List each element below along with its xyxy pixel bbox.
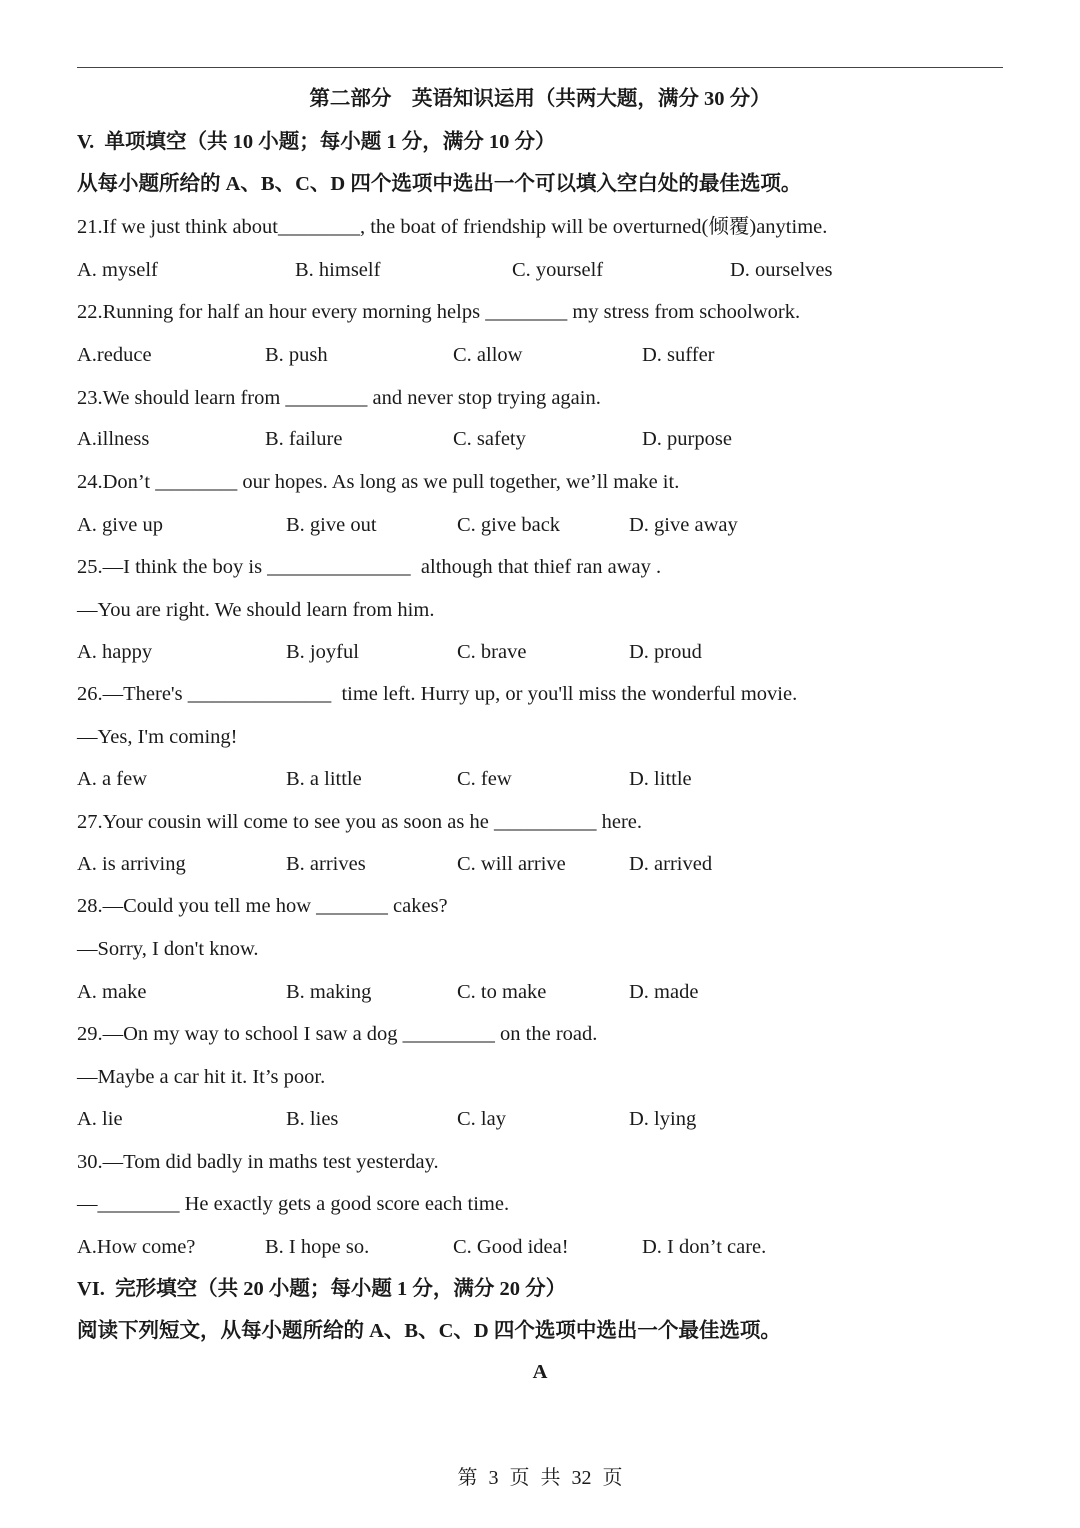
answer-option: C. will arrive xyxy=(457,853,566,875)
question-dialogue-line: —Yes, I'm coming! xyxy=(77,726,238,748)
question-stem: 30.—Tom did badly in maths test yesterday. xyxy=(77,1151,439,1173)
answer-option: C. lay xyxy=(457,1108,506,1130)
answer-option: D. arrived xyxy=(629,853,713,875)
answer-option: C. allow xyxy=(453,344,523,366)
answer-option: D. suffer xyxy=(642,344,715,366)
question-dialogue-line: —You are right. We should learn from him. xyxy=(77,599,435,621)
question-stem: 27.Your cousin will come to see you as soon as he __________ here. xyxy=(77,811,643,833)
answer-option: B. I hope so. xyxy=(265,1236,370,1258)
answer-option: B. arrives xyxy=(286,853,366,875)
question-dialogue-line: —________ He exactly gets a good score each time. xyxy=(77,1193,510,1215)
answer-option: D. purpose xyxy=(642,428,732,450)
answer-option: A. myself xyxy=(77,259,158,281)
question-stem: 21.If we just think about________, the boat of friendship will be overturned(倾覆)anytime. xyxy=(77,216,828,238)
answer-option: B. push xyxy=(265,344,328,366)
answer-option: C. Good idea! xyxy=(453,1236,569,1258)
answer-option: D. little xyxy=(629,768,692,790)
answer-option: C. yourself xyxy=(512,259,604,281)
answer-option: A. give up xyxy=(77,514,163,536)
answer-option: D. lying xyxy=(629,1108,697,1130)
answer-option: D. give away xyxy=(629,514,738,536)
header-rule xyxy=(77,67,1003,68)
answer-option: D. ourselves xyxy=(730,259,833,281)
page-footer: 第 3 页 共 32 页 xyxy=(457,1467,623,1489)
answer-option: A. make xyxy=(77,981,147,1003)
question-stem: 29.—On my way to school I saw a dog _________ on the road. xyxy=(77,1023,598,1045)
answer-option: A. lie xyxy=(77,1108,123,1130)
question-stem: 22.Running for half an hour every morning helps ________ my stress from schoolwork. xyxy=(77,301,801,323)
answer-option: D. made xyxy=(629,981,699,1003)
answer-option: C. give back xyxy=(457,514,561,536)
answer-option: B. making xyxy=(286,981,372,1003)
part-title: 第二部分 英语知识运用（共两大题，满分 30 分） xyxy=(309,88,771,110)
question-dialogue-line: —Maybe a car hit it. It’s poor. xyxy=(77,1066,326,1088)
answer-option: B. himself xyxy=(295,259,381,281)
question-stem: 23.We should learn from ________ and never stop trying again. xyxy=(77,387,601,409)
section5-heading: V. 单项填空（共 10 小题；每小题 1 分，满分 10 分） xyxy=(77,131,556,153)
answer-option: D. I don’t care. xyxy=(642,1236,767,1258)
question-stem: 26.—There's ______________ time left. Hurry up, or you'll miss the wonderful movie. xyxy=(77,683,798,705)
answer-option: C. to make xyxy=(457,981,547,1003)
answer-option: B. joyful xyxy=(286,641,359,663)
answer-option: C. few xyxy=(457,768,512,790)
answer-option: B. give out xyxy=(286,514,377,536)
answer-option: C. brave xyxy=(457,641,527,663)
answer-option: B. a little xyxy=(286,768,362,790)
answer-option: B. failure xyxy=(265,428,343,450)
question-stem: 28.—Could you tell me how _______ cakes? xyxy=(77,895,448,917)
question-dialogue-line: —Sorry, I don't know. xyxy=(77,938,259,960)
answer-option: B. lies xyxy=(286,1108,339,1130)
answer-option: D. proud xyxy=(629,641,702,663)
answer-option: C. safety xyxy=(453,428,526,450)
answer-option: A. a few xyxy=(77,768,148,790)
section5-instruction: 从每小题所给的 A、B、C、D 四个选项中选出一个可以填入空白处的最佳选项。 xyxy=(77,173,802,195)
answer-option: A.How come? xyxy=(77,1236,196,1258)
section6-heading: VI. 完形填空（共 20 小题；每小题 1 分，满分 20 分） xyxy=(77,1278,567,1300)
passage-label: A xyxy=(532,1361,548,1383)
question-stem: 25.—I think the boy is ______________ although that thief ran away . xyxy=(77,556,662,578)
answer-option: A. happy xyxy=(77,641,153,663)
question-stem: 24.Don’t ________ our hopes. As long as we pull together, we’ll make it. xyxy=(77,471,680,493)
section6-instruction: 阅读下列短文，从每小题所给的 A、B、C、D 四个选项中选出一个最佳选项。 xyxy=(77,1320,781,1342)
answer-option: A. is arriving xyxy=(77,853,186,875)
answer-option: A.illness xyxy=(77,428,150,450)
answer-option: A.reduce xyxy=(77,344,152,366)
